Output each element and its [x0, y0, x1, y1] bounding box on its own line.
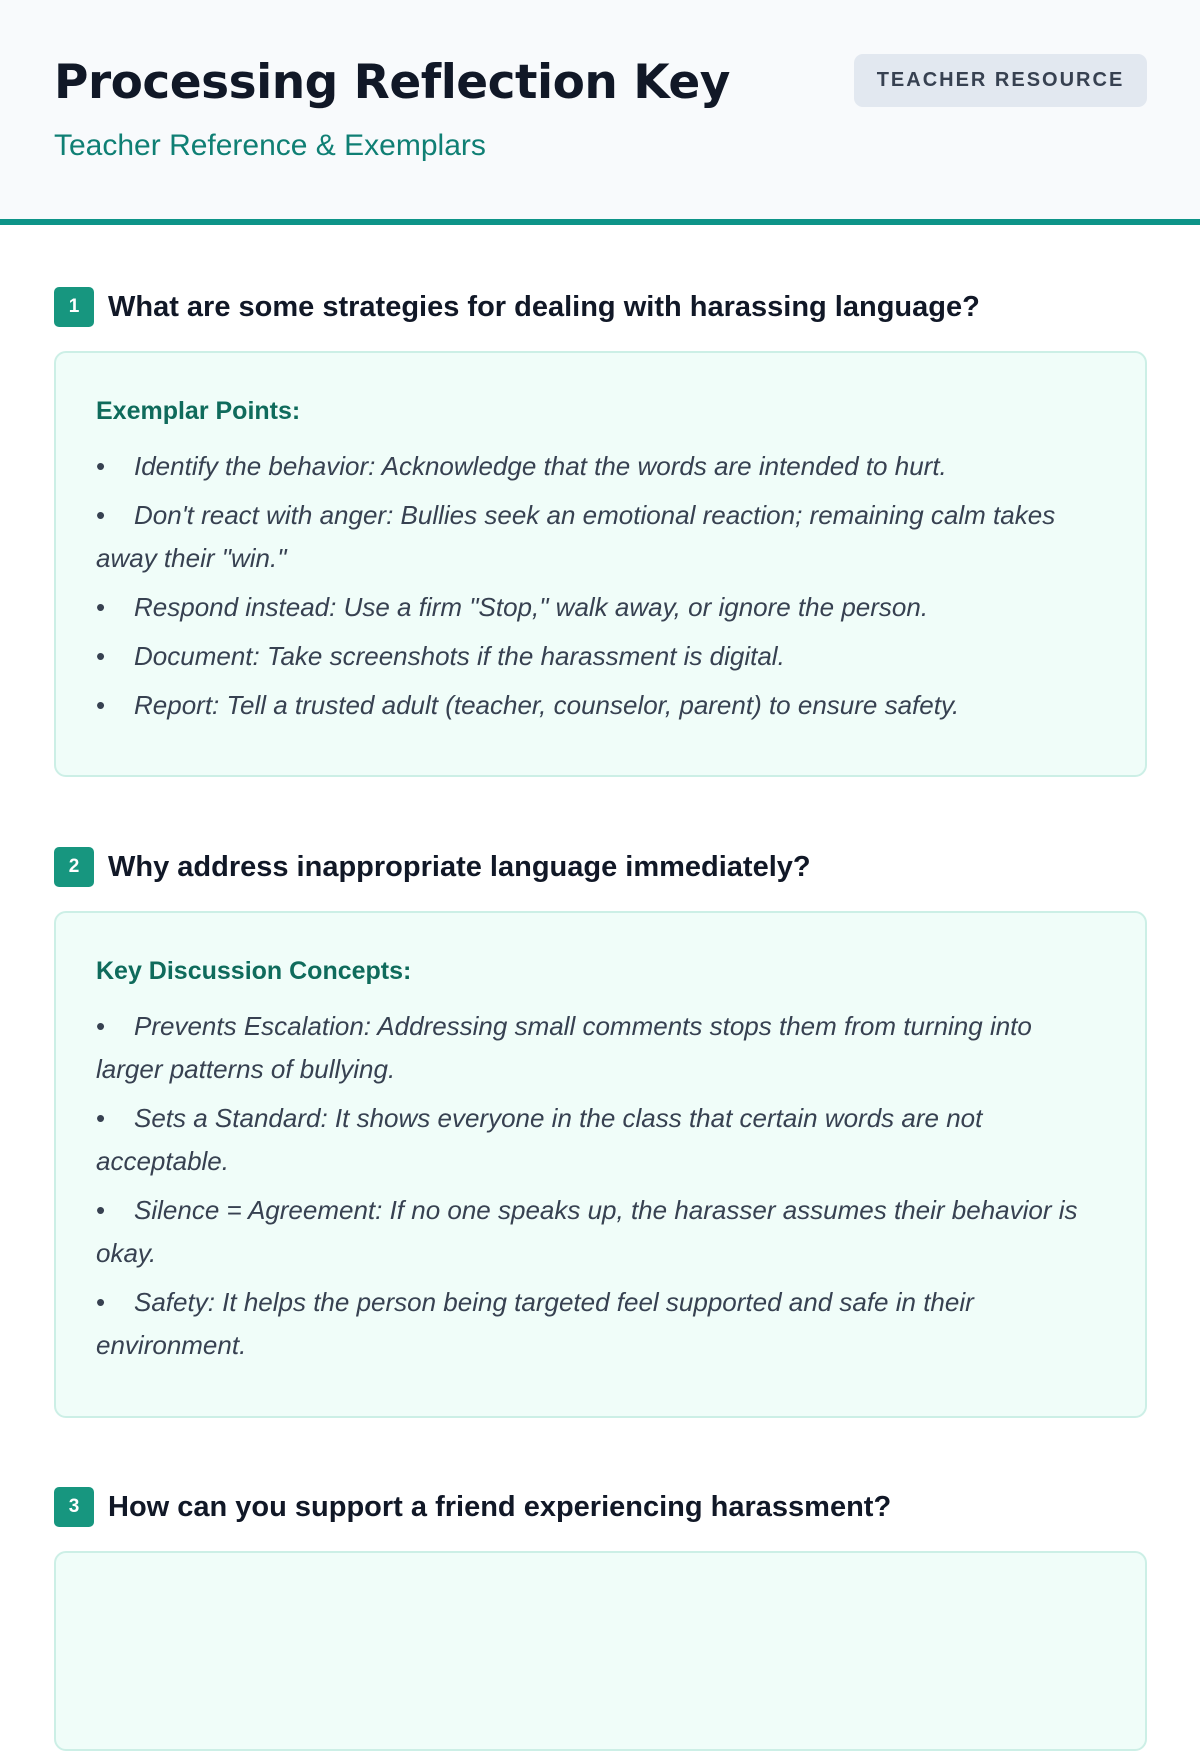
question-section-3 — [54, 1485, 1147, 1529]
teacher-resource-badge: TEACHER RESOURCE — [854, 54, 1147, 107]
question-text: What are some strategies for dealing with harassing language? — [108, 291, 980, 323]
question-text: Why address inappropriate language immediately? — [108, 851, 811, 883]
page-title: Processing Reflection Key — [54, 55, 730, 110]
question-number-badge: 3 — [54, 1487, 94, 1527]
question-text: How can you support a friend experiencing harassment? — [108, 1491, 892, 1523]
page-subtitle: Teacher Reference & Exemplars — [54, 129, 486, 162]
bullet-icon: • — [96, 1103, 106, 1133]
question-header — [54, 285, 1147, 329]
bullet-icon: • — [96, 1195, 106, 1225]
list-item: • Sets a Standard: It shows everyone in the class that certain words are not acceptable. — [96, 1097, 1105, 1183]
list-item: • Respond instead: Use a firm "Stop," walk away, or ignore the person. — [96, 586, 1105, 629]
list-item: • Report: Tell a trusted adult (teacher, counselor, parent) to ensure safety. — [96, 684, 1105, 727]
bullet-icon: • — [96, 641, 106, 671]
question-number-badge: 1 — [54, 287, 94, 327]
list-item: • Don't react with anger: Bullies seek an emotional reaction; remaining calm takes away their "win." — [96, 494, 1105, 580]
points-list — [96, 445, 1105, 727]
card-label: Key Discussion Concepts: — [96, 957, 412, 985]
question-section-2 — [54, 845, 1147, 1360]
question-header — [54, 845, 1147, 889]
list-item: • Identify the behavior: Acknowledge that the words are intended to hurt. — [96, 445, 1105, 488]
answer-card — [54, 351, 1147, 777]
list-item: • Document: Take screenshots if the harassment is digital. — [96, 635, 1105, 678]
list-item: • Prevents Escalation: Addressing small comments stops them from turning into larger patterns of bullying. — [96, 1005, 1105, 1091]
card-label: Exemplar Points: — [96, 397, 301, 425]
answer-card — [54, 1551, 1147, 1751]
question-section-1 — [54, 285, 1147, 720]
page-header — [0, 0, 1200, 225]
bullet-icon: • — [96, 592, 106, 622]
bullet-icon: • — [96, 1287, 106, 1317]
question-number-badge: 2 — [54, 847, 94, 887]
question-header — [54, 1485, 1147, 1529]
bullet-icon: • — [96, 690, 106, 720]
points-list — [96, 1005, 1105, 1367]
bullet-icon: • — [96, 451, 106, 481]
list-item: • Silence = Agreement: If no one speaks up, the harasser assumes their behavior is okay. — [96, 1189, 1105, 1275]
bullet-icon: • — [96, 1011, 106, 1041]
list-item: • Safety: It helps the person being targeted feel supported and safe in their environment. — [96, 1281, 1105, 1367]
answer-card — [54, 911, 1147, 1418]
bullet-icon: • — [96, 500, 106, 530]
